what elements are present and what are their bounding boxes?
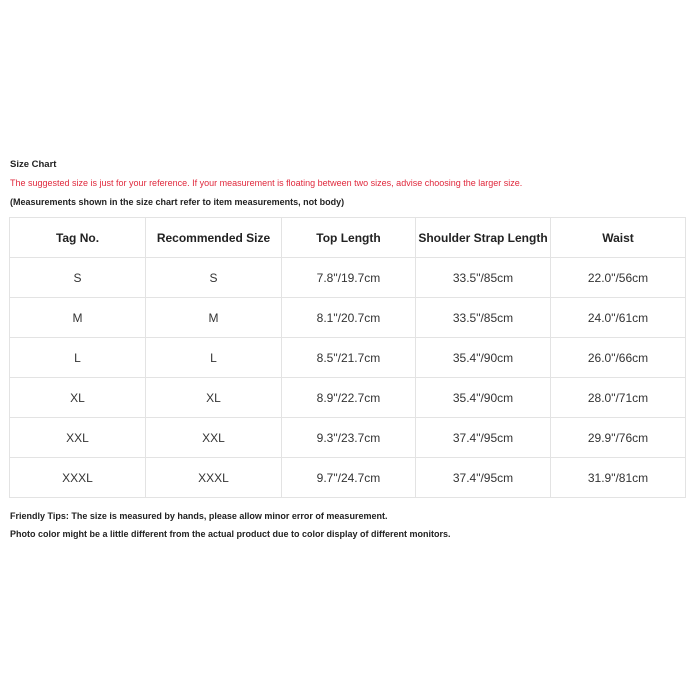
cell-recommended-size: L (146, 338, 282, 378)
cell-top-length: 8.9"/22.7cm (282, 378, 416, 418)
table-row (10, 338, 686, 378)
header-waist: Waist (551, 218, 686, 258)
cell-shoulder-strap-length: 33.5"/85cm (416, 298, 551, 338)
cell-waist: 24.0"/61cm (551, 298, 686, 338)
table-header-row (10, 218, 686, 258)
size-advice-notice: The suggested size is just for your reference. If your measurement is floating between two sizes, advise choosing the larger size. (10, 178, 523, 188)
size-table (9, 217, 686, 498)
cell-top-length: 9.7"/24.7cm (282, 458, 416, 498)
photo-color-note: Photo color might be a little different from the actual product due to color display of different monitors. (10, 529, 451, 539)
cell-shoulder-strap-length: 33.5"/85cm (416, 258, 551, 298)
cell-recommended-size: XXL (146, 418, 282, 458)
cell-top-length: 7.8"/19.7cm (282, 258, 416, 298)
photo-note-clip (0, 527, 700, 540)
table-row (10, 458, 686, 498)
header-recommended-size: Recommended Size (146, 218, 282, 258)
cell-recommended-size: S (146, 258, 282, 298)
cell-tag-no: S (10, 258, 146, 298)
cell-waist: 26.0"/66cm (551, 338, 686, 378)
cell-tag-no: XXXL (10, 458, 146, 498)
cell-tag-no: XXL (10, 418, 146, 458)
cell-waist: 31.9"/81cm (551, 458, 686, 498)
table-row (10, 418, 686, 458)
cell-top-length: 9.3"/23.7cm (282, 418, 416, 458)
cell-tag-no: L (10, 338, 146, 378)
size-chart-title: Size Chart (10, 159, 57, 170)
cell-recommended-size: XXXL (146, 458, 282, 498)
cell-tag-no: M (10, 298, 146, 338)
cell-waist: 28.0"/71cm (551, 378, 686, 418)
table-row (10, 298, 686, 338)
cell-waist: 22.0"/56cm (551, 258, 686, 298)
table-row (10, 378, 686, 418)
cell-shoulder-strap-length: 37.4"/95cm (416, 458, 551, 498)
cell-shoulder-strap-length: 37.4"/95cm (416, 418, 551, 458)
cell-shoulder-strap-length: 35.4"/90cm (416, 338, 551, 378)
cell-recommended-size: M (146, 298, 282, 338)
cell-waist: 29.9"/76cm (551, 418, 686, 458)
friendly-tips: Friendly Tips: The size is measured by hands, please allow minor error of measurement. (10, 511, 388, 521)
cell-top-length: 8.1"/20.7cm (282, 298, 416, 338)
header-tag-no: Tag No. (10, 218, 146, 258)
cell-top-length: 8.5"/21.7cm (282, 338, 416, 378)
cell-tag-no: XL (10, 378, 146, 418)
measurement-note: (Measurements shown in the size chart refer to item measurements, not body) (10, 197, 345, 207)
cell-shoulder-strap-length: 35.4"/90cm (416, 378, 551, 418)
header-shoulder-strap-length: Shoulder Strap Length (416, 218, 551, 258)
table-row (10, 258, 686, 298)
header-top-length: Top Length (282, 218, 416, 258)
cell-recommended-size: XL (146, 378, 282, 418)
